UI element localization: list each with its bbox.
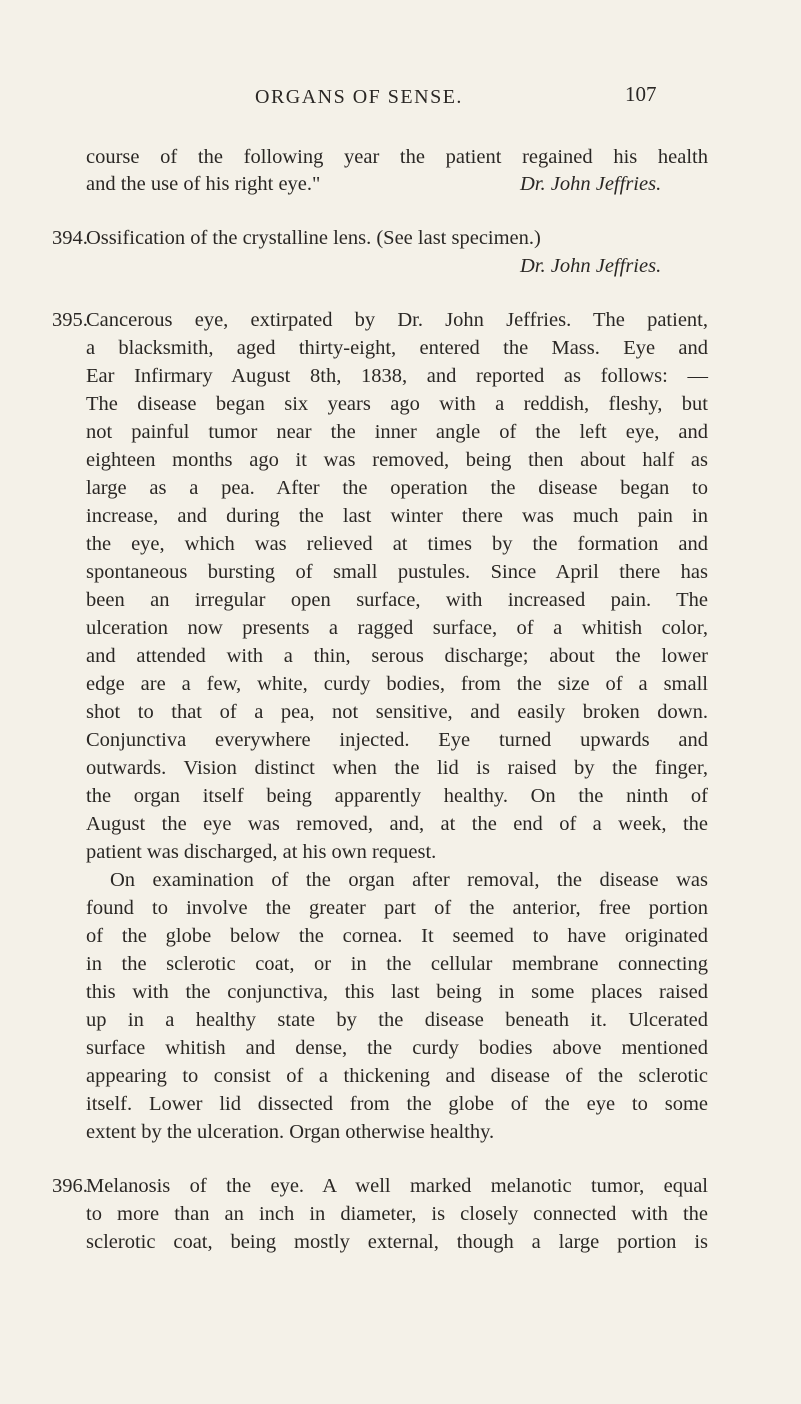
text-line: On examination of the organ after removal, the disease was	[110, 869, 708, 891]
text-line: large as a pea. After the operation the disease began to	[86, 477, 708, 499]
text-line: found to involve the greater part of the anterior, free portion	[86, 897, 708, 919]
text-line: eighteen months ago it was removed, being then about half as	[86, 449, 708, 471]
text-line: sclerotic coat, being mostly external, though a large portion is	[86, 1231, 708, 1253]
text-line: course of the following year the patient regained his health	[86, 146, 708, 168]
text-line: not painful tumor near the inner angle of the left eye, and	[86, 421, 708, 443]
page-number: 107	[625, 82, 657, 106]
text-line: and attended with a thin, serous discharge; about the lower	[86, 645, 708, 667]
text-line: Cancerous eye, extirpated by Dr. John Jeffries. The patient,	[86, 309, 708, 331]
text-line: up in a healthy state by the disease beneath it. Ulcerated	[86, 1009, 708, 1031]
text-line: of the globe below the cornea. It seemed to have originated	[86, 925, 708, 947]
text-line: appearing to consist of a thickening and disease of the sclerotic	[86, 1065, 708, 1087]
text-line: extent by the ulceration. Organ otherwise healthy.	[86, 1121, 495, 1143]
text-line: to more than an inch in diameter, is closely connected with the	[86, 1203, 708, 1225]
text-line: Conjunctiva everywhere injected. Eye turned upwards and	[86, 729, 708, 751]
page-header	[0, 82, 801, 116]
text-line: this with the conjunctiva, this last being in some places raised	[86, 981, 708, 1003]
text-line: the eye, which was relieved at times by the formation and	[86, 533, 708, 555]
text-line: shot to that of a pea, not sensitive, and easily broken down.	[86, 701, 708, 723]
entry-number: 394.	[52, 227, 88, 249]
text-line: been an irregular open surface, with increased pain. The	[86, 589, 708, 611]
text-line: The disease began six years ago with a reddish, fleshy, but	[86, 393, 708, 415]
text-line: edge are a few, white, curdy bodies, from the size of a small	[86, 673, 708, 695]
text-line: a blacksmith, aged thirty-eight, entered the Mass. Eye and	[86, 337, 708, 359]
attribution-signature: Dr. John Jeffries.	[520, 173, 662, 195]
text-line: the organ itself being apparently healthy. On the ninth of	[86, 785, 708, 807]
entry-number: 395.	[52, 309, 88, 331]
text-line: surface whitish and dense, the curdy bodies above mentioned	[86, 1037, 708, 1059]
text-line: increase, and during the last winter there was much pain in	[86, 505, 708, 527]
text-line: Ossification of the crystalline lens. (See last specimen.)	[86, 227, 541, 249]
text-line: and the use of his right eye."	[86, 173, 321, 195]
text-line: in the sclerotic coat, or in the cellular membrane connecting	[86, 953, 708, 975]
text-line: Ear Infirmary August 8th, 1838, and reported as follows: —	[86, 365, 708, 387]
entry-number: 396.	[52, 1175, 88, 1197]
text-line: August the eye was removed, and, at the end of a week, the	[86, 813, 708, 835]
running-title: ORGANS OF SENSE.	[255, 86, 463, 108]
attribution-signature: Dr. John Jeffries.	[520, 255, 662, 277]
text-line: itself. Lower lid dissected from the globe of the eye to some	[86, 1093, 708, 1115]
text-line: spontaneous bursting of small pustules. Since April there has	[86, 561, 708, 583]
text-line: outwards. Vision distinct when the lid is raised by the finger,	[86, 757, 708, 779]
text-line: ulceration now presents a ragged surface, of a whitish color,	[86, 617, 708, 639]
text-line: Melanosis of the eye. A well marked melanotic tumor, equal	[86, 1175, 708, 1197]
text-line: patient was discharged, at his own request.	[86, 841, 437, 863]
